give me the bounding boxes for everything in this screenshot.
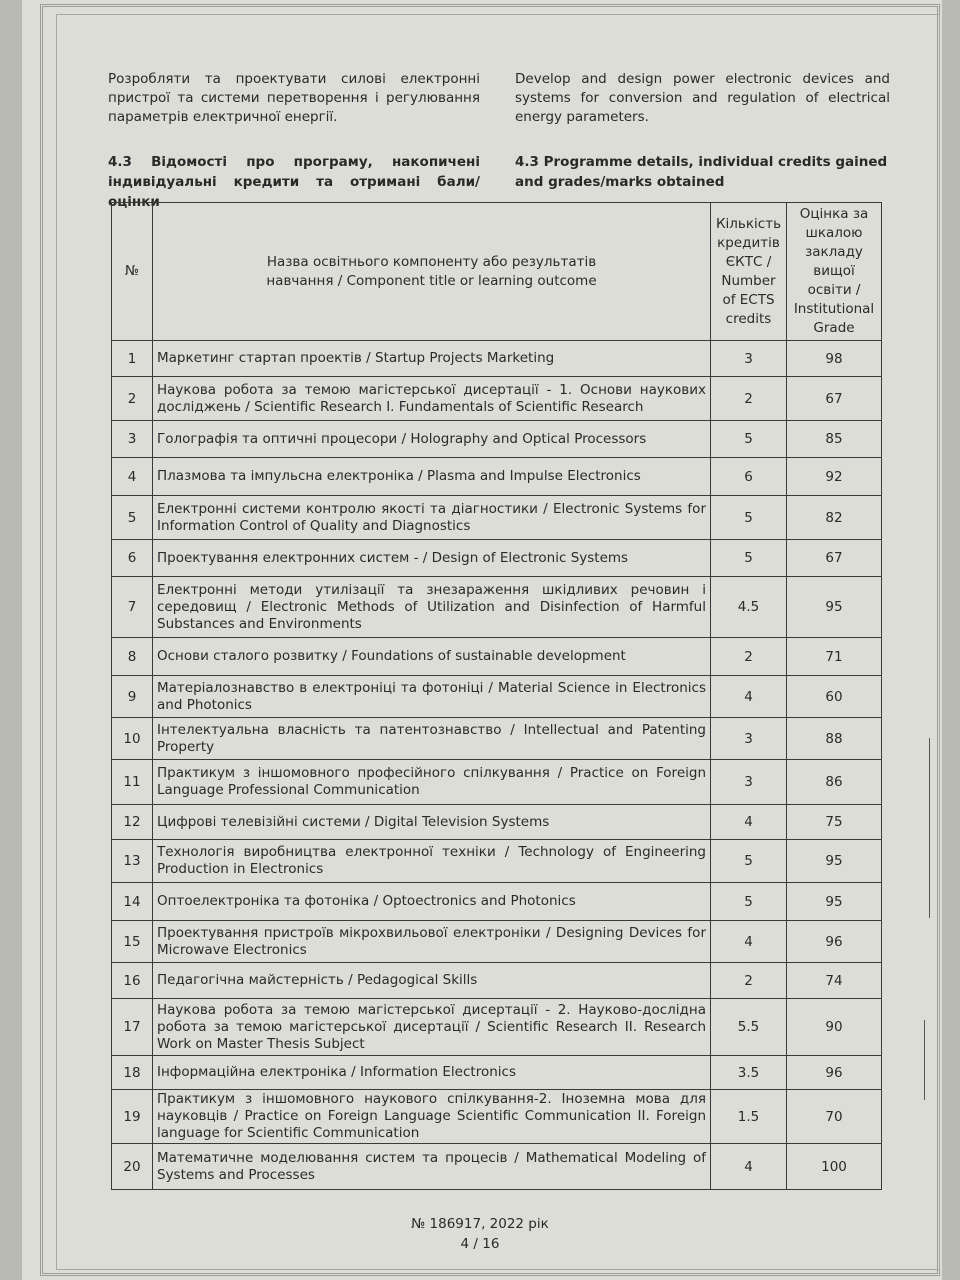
section-heading-en: 4.3 Programme details, individual credits gained and grades/marks obtained <box>515 154 888 190</box>
header-ects-credits: Кількість кредитів ЄКТС / Number of ECTS credits <box>711 203 787 341</box>
row-ects-credits: 2 <box>711 377 787 421</box>
row-component-title: Голографія та оптичні процесори / Holography and Optical Processors <box>153 421 711 458</box>
table-row <box>112 421 882 458</box>
table-row <box>112 1090 882 1144</box>
table-row <box>112 638 882 676</box>
row-number: 4 <box>112 458 153 496</box>
row-grade: 96 <box>787 921 882 963</box>
row-number: 12 <box>112 805 153 840</box>
table-row <box>112 458 882 496</box>
row-grade: 82 <box>787 496 882 540</box>
table-body <box>112 341 882 1190</box>
row-grade: 100 <box>787 1144 882 1190</box>
row-number: 8 <box>112 638 153 676</box>
row-grade: 74 <box>787 963 882 999</box>
row-ects-credits: 6 <box>711 458 787 496</box>
edge-bracket-1 <box>929 738 930 918</box>
row-ects-credits: 2 <box>711 963 787 999</box>
row-number: 5 <box>112 496 153 540</box>
row-number: 2 <box>112 377 153 421</box>
row-grade: 85 <box>787 421 882 458</box>
row-number: 18 <box>112 1056 153 1090</box>
document-number: № 186917, 2022 рік <box>411 1216 549 1232</box>
row-ects-credits: 3 <box>711 341 787 377</box>
row-grade: 96 <box>787 1056 882 1090</box>
row-ects-credits: 4.5 <box>711 577 787 638</box>
row-number: 9 <box>112 676 153 718</box>
row-grade: 67 <box>787 377 882 421</box>
row-grade: 70 <box>787 1090 882 1144</box>
row-ects-credits: 5 <box>711 840 787 883</box>
table-row <box>112 1144 882 1190</box>
row-component-title: Електронні методи утилізації та знезараження шкідливих речовин і середовищ / Electronic Methods of Utilization and Disinfection of Harmful Substances and Environments <box>153 577 711 638</box>
row-number: 7 <box>112 577 153 638</box>
row-grade: 95 <box>787 840 882 883</box>
table-row <box>112 676 882 718</box>
row-ects-credits: 5 <box>711 496 787 540</box>
row-ects-credits: 2 <box>711 638 787 676</box>
row-grade: 71 <box>787 638 882 676</box>
row-component-title: Електронні системи контролю якості та діагностики / Electronic Systems for Information Control of Quality and Diagnostics <box>153 496 711 540</box>
table-row <box>112 883 882 921</box>
row-component-title: Інформаційна електроніка / Information Electronics <box>153 1056 711 1090</box>
row-ects-credits: 4 <box>711 676 787 718</box>
intro-text-uk: Розробляти та проектувати силові електронні пристрої та системи перетворення і регулювання параметрів електричної енергії. <box>108 71 480 125</box>
row-component-title: Наукова робота за темою магістерської дисертації - 1. Основи наукових досліджень / Scientific Research I. Fundamentals of Scientific Research <box>153 377 711 421</box>
row-grade: 86 <box>787 760 882 805</box>
row-ects-credits: 5.5 <box>711 999 787 1056</box>
table-row <box>112 760 882 805</box>
edge-bracket-2 <box>924 1020 925 1100</box>
row-component-title: Математичне моделювання систем та процесів / Mathematical Modeling of Systems and Processes <box>153 1144 711 1190</box>
row-component-title: Плазмова та імпульсна електроніка / Plasma and Impulse Electronics <box>153 458 711 496</box>
header-institutional-grade: Оцінка за шкалою закладу вищої освіти / Institutional Grade <box>787 203 882 341</box>
table-row <box>112 805 882 840</box>
row-component-title: Цифрові телевізійні системи / Digital Television Systems <box>153 805 711 840</box>
row-grade: 95 <box>787 577 882 638</box>
row-grade: 90 <box>787 999 882 1056</box>
page-number: 4 / 16 <box>460 1236 500 1252</box>
row-component-title: Наукова робота за темою магістерської дисертації - 2. Науково-дослідна робота за темою магістерської дисертації / Scientific Research II. Research Work on Master Thesis Subject <box>153 999 711 1056</box>
section-heading-uk: 4.3 Відомості про програму, накопичені індивідуальні кредити та отримані бали/оцінки <box>108 154 480 210</box>
row-number: 10 <box>112 718 153 760</box>
row-ects-credits: 4 <box>711 921 787 963</box>
table-header-row <box>112 203 882 341</box>
row-component-title: Матеріалознавство в електроніці та фотоніці / Material Science in Electronics and Photonics <box>153 676 711 718</box>
row-number: 16 <box>112 963 153 999</box>
row-ects-credits: 5 <box>711 540 787 577</box>
row-grade: 92 <box>787 458 882 496</box>
table-row <box>112 540 882 577</box>
row-grade: 95 <box>787 883 882 921</box>
row-ects-credits: 1.5 <box>711 1090 787 1144</box>
table-row <box>112 718 882 760</box>
row-ects-credits: 3 <box>711 760 787 805</box>
row-grade: 67 <box>787 540 882 577</box>
table-row <box>112 1056 882 1090</box>
row-ects-credits: 5 <box>711 883 787 921</box>
table-row <box>112 963 882 999</box>
row-component-title: Основи сталого розвитку / Foundations of sustainable development <box>153 638 711 676</box>
row-number: 6 <box>112 540 153 577</box>
table-row <box>112 496 882 540</box>
row-grade: 88 <box>787 718 882 760</box>
row-grade: 60 <box>787 676 882 718</box>
row-number: 14 <box>112 883 153 921</box>
header-number: № <box>112 203 153 341</box>
row-ects-credits: 3.5 <box>711 1056 787 1090</box>
grades-table <box>111 202 882 1190</box>
row-component-title: Практикум з іншомовного наукового спілкування-2. Іноземна мова для науковців / Practice on Foreign Language Scientific Communication II. Foreign language for Scientific Communication <box>153 1090 711 1144</box>
row-number: 13 <box>112 840 153 883</box>
row-ects-credits: 4 <box>711 1144 787 1190</box>
table-row <box>112 341 882 377</box>
row-component-title: Технологія виробництва електронної техніки / Technology of Engineering Production in Electronics <box>153 840 711 883</box>
row-number: 15 <box>112 921 153 963</box>
table-row <box>112 377 882 421</box>
row-component-title: Оптоелектроніка та фотоніка / Optoectronics and Photonics <box>153 883 711 921</box>
table-row <box>112 999 882 1056</box>
row-ects-credits: 5 <box>711 421 787 458</box>
row-ects-credits: 4 <box>711 805 787 840</box>
table-row <box>112 577 882 638</box>
row-component-title: Практикум з іншомовного професійного спілкування / Practice on Foreign Language Professional Communication <box>153 760 711 805</box>
row-number: 17 <box>112 999 153 1056</box>
row-component-title: Інтелектуальна власність та патентознавство / Intellectual and Patenting Property <box>153 718 711 760</box>
row-number: 3 <box>112 421 153 458</box>
row-number: 20 <box>112 1144 153 1190</box>
intro-text-en: Develop and design power electronic devices and systems for conversion and regulation of electrical energy parameters. <box>515 71 890 125</box>
row-component-title: Проектування пристроїв мікрохвильової електроніки / Designing Devices for Microwave Electronics <box>153 921 711 963</box>
page-footer <box>380 1214 580 1254</box>
table-row <box>112 921 882 963</box>
row-component-title: Проектування електронних систем - / Design of Electronic Systems <box>153 540 711 577</box>
row-number: 1 <box>112 341 153 377</box>
row-component-title: Маркетинг стартап проектів / Startup Projects Marketing <box>153 341 711 377</box>
row-grade: 98 <box>787 341 882 377</box>
table-row <box>112 840 882 883</box>
row-ects-credits: 3 <box>711 718 787 760</box>
row-number: 19 <box>112 1090 153 1144</box>
row-component-title: Педагогічна майстерність / Pedagogical Skills <box>153 963 711 999</box>
row-number: 11 <box>112 760 153 805</box>
row-grade: 75 <box>787 805 882 840</box>
header-component-title: Назва освітнього компоненту або результатів навчання / Component title or learning outcome <box>153 203 711 341</box>
